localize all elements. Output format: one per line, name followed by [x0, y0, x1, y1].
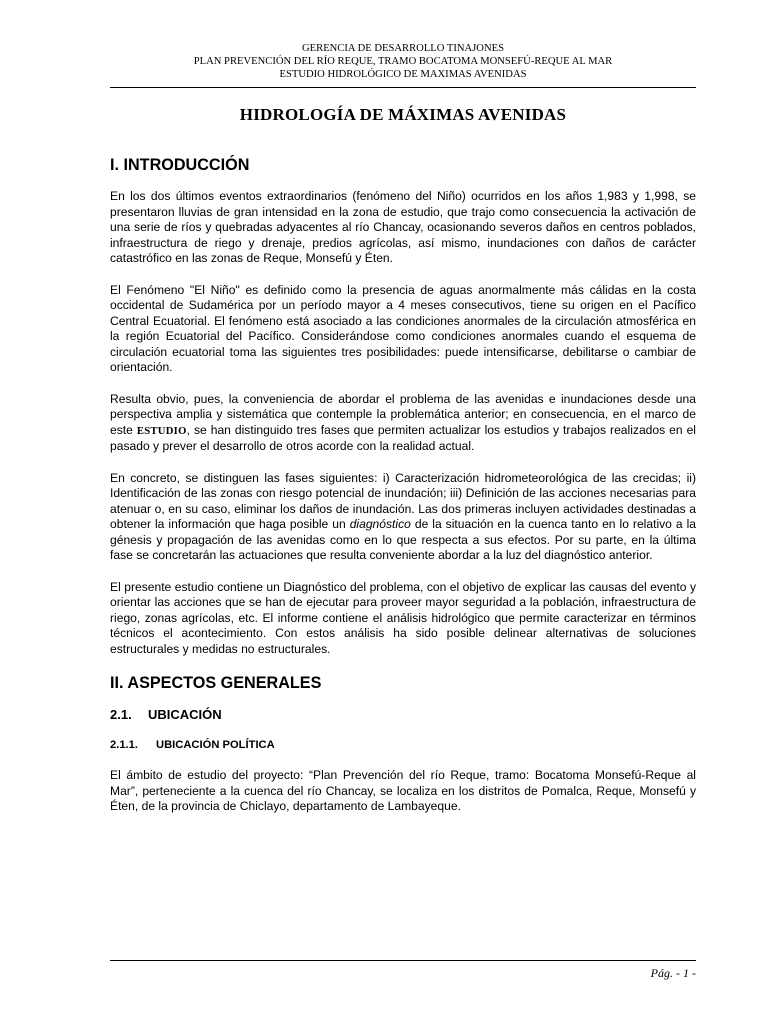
- paragraph: El ámbito de estudio del proyecto: “Plan Prevención del río Reque, tramo: Bocatoma Monsefú-Reque al Mar”, perteneciente a la cuenca del río Chancay, se localiza en los distritos de Pomalca, Reque, Monsefú y Éten, de la provincia de Chiclayo, departamento de Lambayeque.: [110, 768, 696, 813]
- paragraph: [110, 471, 696, 564]
- paragraph-text: , se han distinguido tres fases que permiten actualizar los estudios y trabajos realizados en el pasado y prever el desarrollo de otros acorde con la realidad actual.: [110, 422, 696, 453]
- page-number: Pág. - 1 -: [650, 966, 696, 980]
- paragraph-text: Resulta obvio, pues, la conveniencia de abordar el problema de las avenidas e inundaciones desde una perspectiva amplia y sistemática que contemple la problemática anterior; en consecuencia, en el marco de este: [110, 391, 696, 437]
- header-divider: [110, 87, 696, 88]
- subsection-number: 2.1.: [110, 707, 132, 722]
- subsubsection-number: 2.1.1.: [110, 739, 138, 751]
- paragraph: El Fenómeno "El Niño" es definido como la presencia de aguas anormalmente más cálidas en la costa occidental de Sudamérica por un período mayor a 4 meses consecutivos, tiene su origen en el Pacífico Central Ecuatorial. El fenómeno está asociado a las condiciones anormales de la circulación atmosférica en la región Ecuatorial del Pacífico. Considerándose como condiciones anormales cuando el esquema de circulación ecuatorial toma las siguientes tres posibilidades: puede intensificarse, debilitarse o cambiar de orientación.: [110, 282, 696, 374]
- document-body: [110, 155, 696, 831]
- page-header: [110, 42, 696, 81]
- subsubsection-heading-ubicacion-politica: [110, 737, 696, 753]
- header-line-1: GERENCIA DE DESARROLLO TINAJONES: [302, 43, 504, 54]
- italic-term: diagnóstico: [349, 517, 411, 531]
- subsection-heading-ubicacion: [110, 706, 696, 724]
- paragraph: El presente estudio contiene un Diagnóstico del problema, con el objetivo de explicar las causas del evento y orientar las acciones que se han de ejecutar para proveer mayor seguridad a la población, infraestructura de riego, zonas agrícolas, etc. El informe contiene el análisis hidrológico que permite caracterizar en términos técnicos el acontecimiento. Con estos análisis ha sido posible delinear alternativas de soluciones estructurales y medidas no estructurales.: [110, 579, 696, 656]
- header-line-3: ESTUDIO HIDROLÓGICO DE MAXIMAS AVENIDAS: [279, 69, 527, 80]
- paragraph-text: de la situación en la cuenca tanto en lo relativo a la génesis y propagación de las avenidas como en lo que respecta a sus efectos. Por su parte, en la última fase se concretarán las actuaciones que resulta conveniente abordar a la luz del diagnóstico anterior.: [110, 517, 697, 562]
- header-line-2: PLAN PREVENCIÓN DEL RÍO REQUE, TRAMO BOCATOMA MONSEFÚ-REQUE AL MAR: [193, 56, 613, 67]
- section-heading-introduccion: I. INTRODUCCIÓN: [110, 156, 250, 174]
- document-title: HIDROLOGÍA DE MÁXIMAS AVENIDAS: [239, 105, 567, 124]
- footer-divider: [110, 960, 696, 961]
- section-heading-aspectos-generales: II. ASPECTOS GENERALES: [110, 674, 322, 692]
- subsection-title: UBICACIÓN: [148, 707, 222, 722]
- paragraph: En los dos últimos eventos extraordinarios (fenómeno del Niño) ocurridos en los años 1,983 y 1,998, se presentaron lluvias de gran intensidad en la zona de estudio, que trajo como consecuencia la activación de una serie de ríos y quebradas adyacentes al río Chancay, ocasionando severos daños en centros poblados, infraestructura de riego y drenaje, predios agrícolas, así mismo, inundaciones con daños de carácter catastrófico en las zonas de Reque, Monsefú y Éten.: [110, 189, 696, 265]
- subsubsection-title: UBICACIÓN POLÍTICA: [156, 739, 275, 751]
- paragraph-text: En concreto, se distinguen las fases siguientes: i) Caracterización hidrometeorológica de las crecidas; ii) Identificación de las zonas con riesgo potencial de inundación; iii) Definición de las acciones necesarias para atenuar o, en su caso, eliminar los daños de inundación. Las dos primeras incluyen actividades destinadas a obtener la información que haga posible un: [110, 470, 696, 531]
- paragraph: [110, 392, 696, 455]
- estudio-term: ESTUDIO: [136, 425, 187, 437]
